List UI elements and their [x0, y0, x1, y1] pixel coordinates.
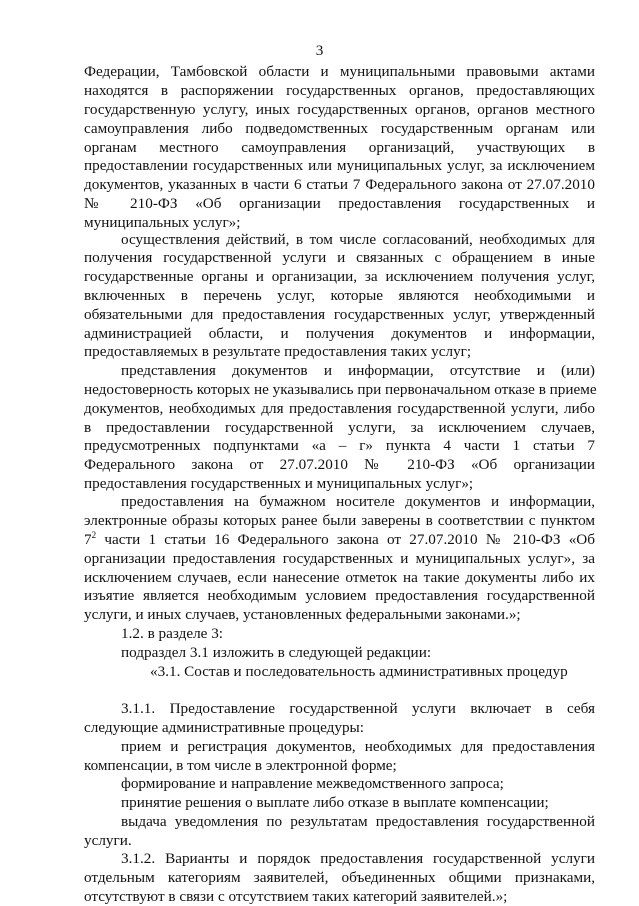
text-line: обязательными для предоставления государственных услуг, утвержденный — [84, 306, 595, 323]
text-line: формирование и направление межведомственного запроса; — [121, 775, 504, 792]
text-line: государственную услугу, иных государственных органов, органов местного — [84, 101, 595, 118]
text-line: предоставления государственных и муниципальных услуг»; — [84, 475, 474, 492]
text-line: органам местного самоуправления организаций, участвующих в — [84, 139, 595, 156]
text-line: недостоверность которых не указывались при первоначальном отказе в приеме — [84, 381, 597, 398]
text-line — [84, 531, 595, 549]
text-line: компенсации, в том числе в электронной форме; — [84, 757, 397, 774]
line-prefix: 7 — [84, 531, 92, 548]
text-line: отсутствуют в связи с отсутствием таких категорий заявителей.»; — [84, 888, 508, 905]
text-line: 3.1.1. Предоставление государственной услуги включает в себя — [121, 700, 595, 717]
text-line: документов, необходимых для предоставления государственной услуги, либо — [84, 400, 595, 417]
text-line: принятие решения о выплате либо отказе в выплате компенсации; — [121, 794, 549, 811]
line-text: части 1 статьи 16 Федерального закона от 27.07.2010 № 210-ФЗ «Об — [96, 531, 595, 548]
text-line: «3.1. Состав и последовательность административных процедур — [150, 663, 568, 680]
text-line: 1.2. в разделе 3: — [121, 625, 224, 642]
text-line: предоставлении государственных или муниципальных услуг, за исключением — [84, 157, 595, 174]
page-number: 3 — [315, 42, 324, 59]
text-line: Федерального закона от 27.07.2010 № 210-ФЗ «Об организации — [84, 456, 595, 473]
text-line: самоуправления либо подведомственных государственным органам или — [84, 120, 595, 137]
text-line: представления документов и информации, отсутствие и (или) — [121, 362, 595, 379]
text-line: предусмотренных подпунктами «а – г» пункта 4 части 1 статьи 7 — [84, 437, 595, 454]
text-line: администрацией области, и получения документов и информации, — [84, 325, 595, 342]
text-line: находятся в распоряжении государственных органов, предоставляющих — [84, 82, 595, 99]
text-line: государственные органы и организации, за исключением получения услуг, — [84, 268, 595, 285]
text-line: 3.1.2. Варианты и порядок предоставления государственной услуги — [121, 850, 595, 867]
text-line: услуги, и иных случаев, установленных федеральными законами.»; — [84, 606, 521, 623]
text-line: электронные образы которых ранее были заверены в соответствии с пунктом — [84, 512, 595, 529]
text-line: изъятие является необходимым условием предоставления государственной — [84, 587, 595, 604]
text-line: следующие административные процедуры: — [84, 719, 364, 736]
text-line: Федерации, Тамбовской области и муниципальными правовыми актами — [84, 63, 595, 80]
text-line: № 210-ФЗ «Об организации предоставления государственных и — [84, 195, 595, 212]
text-line: муниципальных услуг»; — [84, 214, 241, 231]
superscript: 2 — [91, 530, 97, 540]
text-line: документов, указанных в части 6 статьи 7 Федерального закона от 27.07.2010 — [84, 176, 595, 193]
text-line: подраздел 3.1 изложить в следующей редакции: — [121, 644, 432, 661]
text-line: осуществления действий, в том числе согласований, необходимых для — [121, 231, 595, 248]
text-line: исключением случаев, если нанесение отметок на такие документы либо их — [84, 569, 595, 586]
text-line: в предоставлении государственной услуги, за исключением случаев, — [84, 419, 595, 436]
text-line: получения государственной услуги и связанных с обращением в иные — [84, 249, 595, 266]
text-line: предоставляемых в результате предоставления таких услуг; — [84, 343, 472, 360]
text-line: предоставления на бумажном носителе документов и информации, — [121, 493, 595, 510]
text-line: включенных в перечень услуг, которые являются необходимыми и — [84, 287, 595, 304]
text-line: выдача уведомления по результатам предоставления государственной — [121, 813, 595, 830]
text-line: услуги. — [84, 832, 132, 849]
text-line: отдельным категориям заявителей, объединенных общими признаками, — [84, 869, 595, 886]
text-line: прием и регистрация документов, необходимых для предоставления — [121, 738, 595, 755]
text-line: организации предоставления государственных и муниципальных услуг», за — [84, 550, 595, 567]
